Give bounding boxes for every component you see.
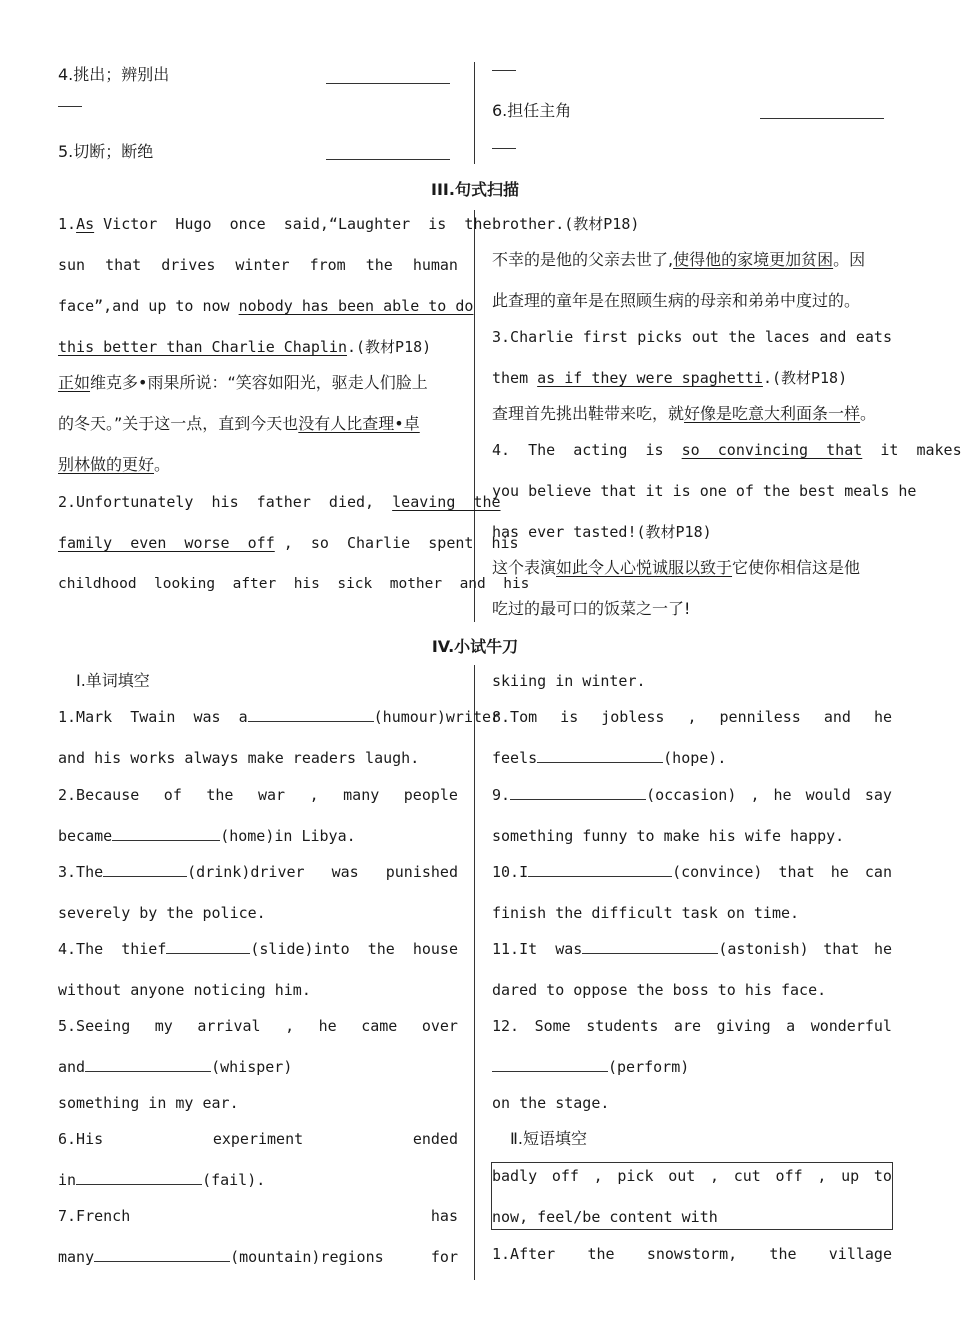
s4-en-text: it makes xyxy=(862,441,962,459)
q3-line1 xyxy=(58,861,458,883)
word: and xyxy=(823,708,851,726)
word: picks xyxy=(637,328,683,346)
word: 1.After xyxy=(492,1245,556,1263)
word: for xyxy=(430,1248,458,1266)
s3-en-source: .(教材P18) xyxy=(762,369,848,387)
word: he xyxy=(873,708,892,726)
s2-en-underlined: leaving the xyxy=(392,493,501,511)
word: has xyxy=(430,1207,458,1225)
s3-en-text: them xyxy=(492,369,538,387)
s4-en-underlined: so convincing that xyxy=(681,441,863,459)
s3-cn-line1 xyxy=(492,403,876,425)
s4-cn-text: 这个表演 xyxy=(492,558,557,577)
q7-blank[interactable] xyxy=(94,1246,230,1262)
s2-cn-text: 。因 xyxy=(833,250,866,269)
word: arrival xyxy=(197,1017,261,1035)
s1-cn-line1 xyxy=(58,372,428,394)
q12-line3: on the stage. xyxy=(492,1094,610,1112)
word: are xyxy=(673,1017,702,1035)
s3-en-underlined: as if they were spaghetti xyxy=(537,369,763,387)
section-4-title: IV.小试牛刀 xyxy=(431,637,519,656)
s1-cn-underlined: 别林做的更好 xyxy=(58,455,155,474)
s3-cn-underlined: 好像是吃意大利面条一样 xyxy=(684,404,861,423)
q2-blank[interactable] xyxy=(112,825,220,841)
word: 7.French xyxy=(58,1207,131,1225)
word: ended xyxy=(412,1130,458,1148)
word: to xyxy=(873,1167,892,1185)
word: 5.Seeing xyxy=(58,1017,131,1035)
q11-blank[interactable] xyxy=(582,938,718,954)
q8-text: feels xyxy=(492,749,538,767)
q2-line2 xyxy=(58,825,356,847)
word: people xyxy=(403,786,458,804)
word: village xyxy=(828,1245,892,1263)
word: the xyxy=(206,786,234,804)
q7-text: many xyxy=(58,1248,95,1266)
q8-line2 xyxy=(492,747,726,769)
q11-line1 xyxy=(492,938,892,960)
word: the xyxy=(769,1245,797,1263)
word: the xyxy=(728,328,756,346)
word: 8.Tom xyxy=(492,708,538,726)
word: students xyxy=(586,1017,659,1035)
word: cut xyxy=(733,1167,761,1185)
q1-text: 1.Mark Twain was a xyxy=(58,708,248,726)
q9-text: 9. xyxy=(492,786,511,804)
q11-hint: (astonish) xyxy=(718,940,809,958)
s1-en-line3-text: face”,and up to now xyxy=(58,297,239,315)
vocab-item-6: 6.担任主角 xyxy=(492,101,572,120)
q4-blank[interactable] xyxy=(166,938,250,954)
q5-blank[interactable] xyxy=(85,1056,211,1072)
q7-line3: skiing in winter. xyxy=(492,672,646,690)
q9-hint: (occasion) xyxy=(646,786,737,804)
s1-en-line2 xyxy=(58,254,458,276)
q2-hint: (home)in Libya. xyxy=(220,827,356,845)
s2-cn-line2: 此查理的童年是在照顾生病的母亲和弟弟中度过的。 xyxy=(492,291,861,310)
s4-cn-underlined: 如此令人心悦诚服以致于 xyxy=(556,558,733,577)
q5-line2 xyxy=(58,1056,292,1078)
phrase-line2: now, feel/be content with xyxy=(492,1208,718,1226)
q12-hint: (perform) xyxy=(608,1058,690,1076)
word: that xyxy=(823,940,860,958)
word: , xyxy=(593,1167,603,1185)
q11-text: 11.It was xyxy=(492,940,583,958)
word: from xyxy=(309,256,346,274)
word: , xyxy=(817,1167,827,1185)
q2-text: became xyxy=(58,827,113,845)
s2-en-line2 xyxy=(58,532,519,554)
word: badly xyxy=(492,1167,538,1185)
word: punished xyxy=(385,863,458,881)
q10-line1 xyxy=(492,861,892,883)
word: he xyxy=(773,786,792,804)
p1-line1 xyxy=(492,1243,892,1265)
word: the xyxy=(587,1245,615,1263)
q7-line1 xyxy=(58,1205,458,1227)
q1-hint: (humour)writer xyxy=(373,708,501,726)
column-divider-middle xyxy=(474,210,475,622)
s4-en-line3: has ever tasted!(教材P18) xyxy=(492,523,712,541)
word: is xyxy=(560,708,579,726)
s2-en-line4: brother.(教材P18) xyxy=(492,215,640,233)
q8-hint: (hope). xyxy=(663,749,727,767)
word: jobless xyxy=(601,708,665,726)
s2-cn-underlined: 使得他的家境更加贫困 xyxy=(673,250,834,269)
q1-blank[interactable] xyxy=(248,706,374,722)
s2-en-underlined: family even worse off xyxy=(58,534,275,552)
word: off xyxy=(775,1167,803,1185)
q4-line2: without anyone noticing him. xyxy=(58,981,311,999)
word: Some xyxy=(534,1017,571,1035)
q12-line1 xyxy=(492,1015,892,1037)
q3-text: 3.The xyxy=(58,863,104,881)
s1-cn-line2 xyxy=(58,413,420,435)
word: can xyxy=(864,863,892,881)
q6-text: in xyxy=(58,1171,77,1189)
word: war xyxy=(257,786,286,804)
section-3-title: III.句式扫描 xyxy=(431,180,519,199)
q1-line1 xyxy=(58,706,500,728)
word: , xyxy=(309,786,319,804)
word: out xyxy=(691,328,719,346)
vocab-item-4: 4.挑出；辨别出 xyxy=(58,65,170,84)
q10-text: 10.I xyxy=(492,863,529,881)
s3-cn-text: 查理首先挑出鞋带来吃，就 xyxy=(492,404,685,423)
q12-blank[interactable] xyxy=(492,1056,608,1072)
word: eats xyxy=(855,328,892,346)
word: the xyxy=(367,940,395,958)
q9-line2: something funny to make his wife happy. xyxy=(492,827,845,845)
word: first xyxy=(582,328,628,346)
word: up xyxy=(841,1167,860,1185)
word: 2.Because xyxy=(58,786,140,804)
vocab-item-right-tail-2 xyxy=(492,148,516,149)
part-2-title: Ⅱ.短语填空 xyxy=(510,1129,587,1148)
s1-en-line3 xyxy=(58,295,473,317)
word: 6.His xyxy=(58,1130,104,1148)
q9-line1 xyxy=(492,784,892,806)
word: winter xyxy=(235,256,290,274)
s3-en-line2 xyxy=(492,367,847,389)
word: the xyxy=(365,256,393,274)
vocab-item-5-blank[interactable] xyxy=(326,144,450,160)
word: came xyxy=(361,1017,398,1035)
word: he xyxy=(873,940,892,958)
word: a xyxy=(786,1017,796,1035)
s1-en-rest: Victor Hugo once said,“Laughter is the xyxy=(94,215,492,233)
q6-blank[interactable] xyxy=(76,1169,202,1185)
part-1-title: Ⅰ.单词填空 xyxy=(76,671,150,690)
s1-cn-line3 xyxy=(58,454,170,476)
word: he xyxy=(830,863,849,881)
s2-en-text: 2.Unfortunately his father died, xyxy=(58,493,393,511)
word: of xyxy=(163,786,182,804)
s2-cn-line1 xyxy=(492,249,865,271)
q5-line1 xyxy=(58,1015,458,1037)
q12-line2 xyxy=(492,1056,689,1078)
word: human xyxy=(412,256,458,274)
q3-hint: (drink)driver xyxy=(187,863,305,881)
q4-hint: (slide)into xyxy=(250,940,350,958)
word: , xyxy=(687,708,697,726)
s1-en-num: 1. xyxy=(58,215,77,233)
word: snowstorm, xyxy=(646,1245,738,1263)
q8-blank[interactable] xyxy=(537,747,663,763)
word: would xyxy=(805,786,851,804)
q4-line1 xyxy=(58,938,458,960)
s1-en-line1 xyxy=(58,213,491,235)
word: 3.Charlie xyxy=(492,328,574,346)
word: and xyxy=(819,328,847,346)
q10-blank[interactable] xyxy=(528,861,672,877)
s2-en-text: , so Charlie spent his xyxy=(274,534,519,552)
s1-en-line3-underlined: nobody has been able to do xyxy=(238,297,474,315)
q3-blank[interactable] xyxy=(103,861,187,877)
word: was xyxy=(331,863,359,881)
word: out xyxy=(668,1167,696,1185)
word: wonderful xyxy=(810,1017,892,1035)
vocab-item-4-blank[interactable] xyxy=(326,68,450,84)
vocab-item-6-blank[interactable] xyxy=(760,103,884,119)
q4-text: 4.The thief xyxy=(58,940,167,958)
q8-line1 xyxy=(492,706,892,728)
vocab-item-5: 5.切断；断绝 xyxy=(58,142,154,161)
q7-line2 xyxy=(58,1246,458,1268)
s3-en-line1 xyxy=(492,326,892,348)
s1-en-line4 xyxy=(58,336,431,358)
s3-cn-text: 。 xyxy=(860,404,877,423)
s4-cn-line2: 吃过的最可口的饭菜之一了! xyxy=(492,599,691,618)
q6-line1 xyxy=(58,1128,458,1150)
word: over xyxy=(421,1017,458,1035)
s4-en-text: 4. The acting is xyxy=(492,441,682,459)
q6-line2 xyxy=(58,1169,265,1191)
q6-hint: (fail). xyxy=(202,1171,266,1189)
s4-cn-line1 xyxy=(492,557,860,579)
phrase-line1 xyxy=(492,1165,892,1187)
word: off xyxy=(551,1167,579,1185)
q5-text: and xyxy=(58,1058,86,1076)
q10-hint: (convince) xyxy=(672,863,763,881)
s4-cn-text: 它使你相信这是他 xyxy=(732,558,861,577)
column-divider-bottom xyxy=(474,665,475,1280)
word: house xyxy=(412,940,458,958)
word: pick xyxy=(617,1167,654,1185)
word: sun xyxy=(58,256,86,274)
q3-line2: severely by the police. xyxy=(58,904,266,922)
word: say xyxy=(864,786,892,804)
s1-cn-underlined: 正如 xyxy=(58,373,91,392)
word: , xyxy=(750,786,760,804)
word: that xyxy=(105,256,142,274)
word: he xyxy=(318,1017,337,1035)
s1-cn-underlined: 没有人比查理•卓 xyxy=(298,414,420,433)
s2-en-line3: childhood looking after his sick mother and his xyxy=(58,576,530,592)
s4-en-line2: you believe that it is one of the best meals he xyxy=(492,482,917,500)
word: experiment xyxy=(212,1130,304,1148)
q2-line1 xyxy=(58,784,458,806)
vocab-item-4-blank-tail xyxy=(58,106,82,107)
word: my xyxy=(154,1017,173,1035)
column-divider-top xyxy=(474,62,475,164)
word: that xyxy=(778,863,815,881)
word: many xyxy=(343,786,380,804)
word: drives xyxy=(161,256,216,274)
s2-cn-text: 不幸的是他的父亲去世了, xyxy=(492,250,674,269)
s1-en-source: .(教材P18) xyxy=(346,338,432,356)
q9-blank[interactable] xyxy=(510,784,646,800)
q5-line3: something in my ear. xyxy=(58,1094,239,1112)
word: laces xyxy=(764,328,810,346)
q11-line2: dared to oppose the boss to his face. xyxy=(492,981,827,999)
vocab-item-right-tail-1 xyxy=(492,70,516,71)
word: , xyxy=(285,1017,295,1035)
s1-cn-text: 。 xyxy=(154,455,171,474)
q10-line2: finish the difficult task on time. xyxy=(492,904,800,922)
q7-hint: (mountain)regions xyxy=(230,1248,384,1266)
word: , xyxy=(710,1167,720,1185)
s4-en-line1 xyxy=(492,439,962,461)
s1-en-as: As xyxy=(76,215,95,233)
q5-hint: (whisper) xyxy=(211,1058,293,1076)
word: penniless xyxy=(719,708,801,726)
word: 12. xyxy=(492,1017,520,1035)
s1-en-line4-underlined: this better than Charlie Chaplin xyxy=(58,338,347,356)
s1-cn-text: 维克多•雨果所说：“笑容如阳光，驱走人们脸上 xyxy=(90,373,428,392)
s2-en-line1 xyxy=(58,491,501,513)
q1-line2: and his works always make readers laugh. xyxy=(58,749,420,767)
word: giving xyxy=(716,1017,771,1035)
s1-cn-text: 的冬天。”关于这一点，直到今天也 xyxy=(58,414,299,433)
